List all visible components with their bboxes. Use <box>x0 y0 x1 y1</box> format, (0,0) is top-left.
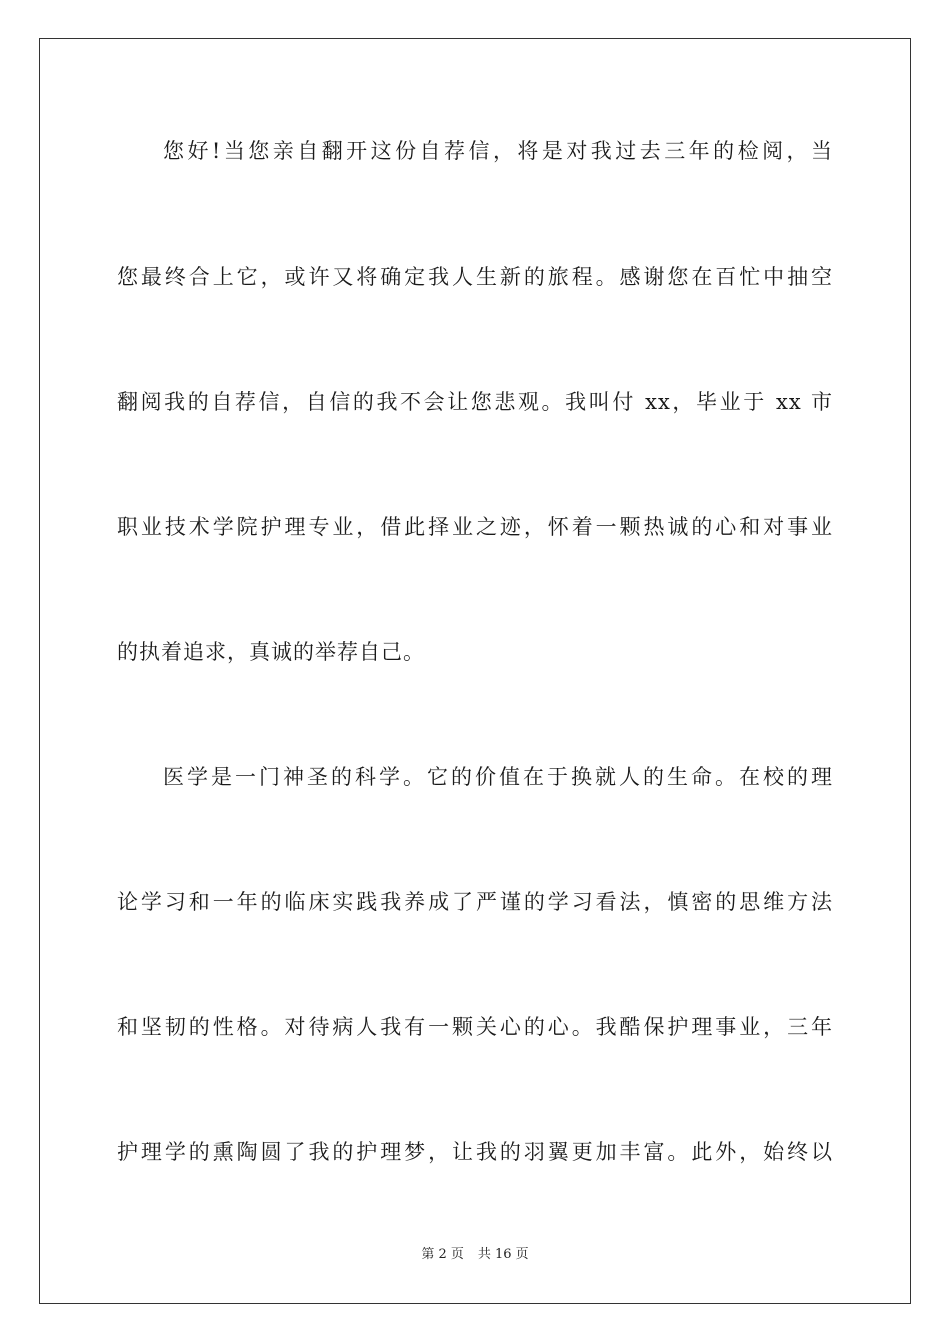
page-number-current: 第 2 页 <box>421 1247 464 1262</box>
page-number-total: 共 16 页 <box>477 1247 529 1262</box>
page-border <box>39 38 911 1304</box>
text-line: 论学习和一年的临床实践我养成了严谨的学习看法，慎密的思维方法 <box>117 890 833 914</box>
text-line: 翻阅我的自荐信，自信的我不会让您悲观。我叫付 xx，毕业于 xx 市 <box>117 390 833 414</box>
text-line: 您最终合上它，或许又将确定我人生新的旅程。感谢您在百忙中抽空 <box>117 265 833 289</box>
text-line: 职业技术学院护理专业，借此择业之迹，怀着一颗热诚的心和对事业 <box>117 515 833 539</box>
text-line: 医学是一门神圣的科学。它的价值在于换就人的生命。在校的理 <box>163 765 833 789</box>
text-line: 护理学的熏陶圆了我的护理梦，让我的羽翼更加丰富。此外，始终以 <box>117 1140 833 1164</box>
page-footer <box>0 1246 950 1264</box>
text-line: 您好!当您亲自翻开这份自荐信，将是对我过去三年的检阅，当 <box>163 139 833 163</box>
text-line: 的执着追求，真诚的举荐自己。 <box>117 640 425 664</box>
text-line: 和坚韧的性格。对待病人我有一颗关心的心。我酷保护理事业，三年 <box>117 1015 833 1039</box>
